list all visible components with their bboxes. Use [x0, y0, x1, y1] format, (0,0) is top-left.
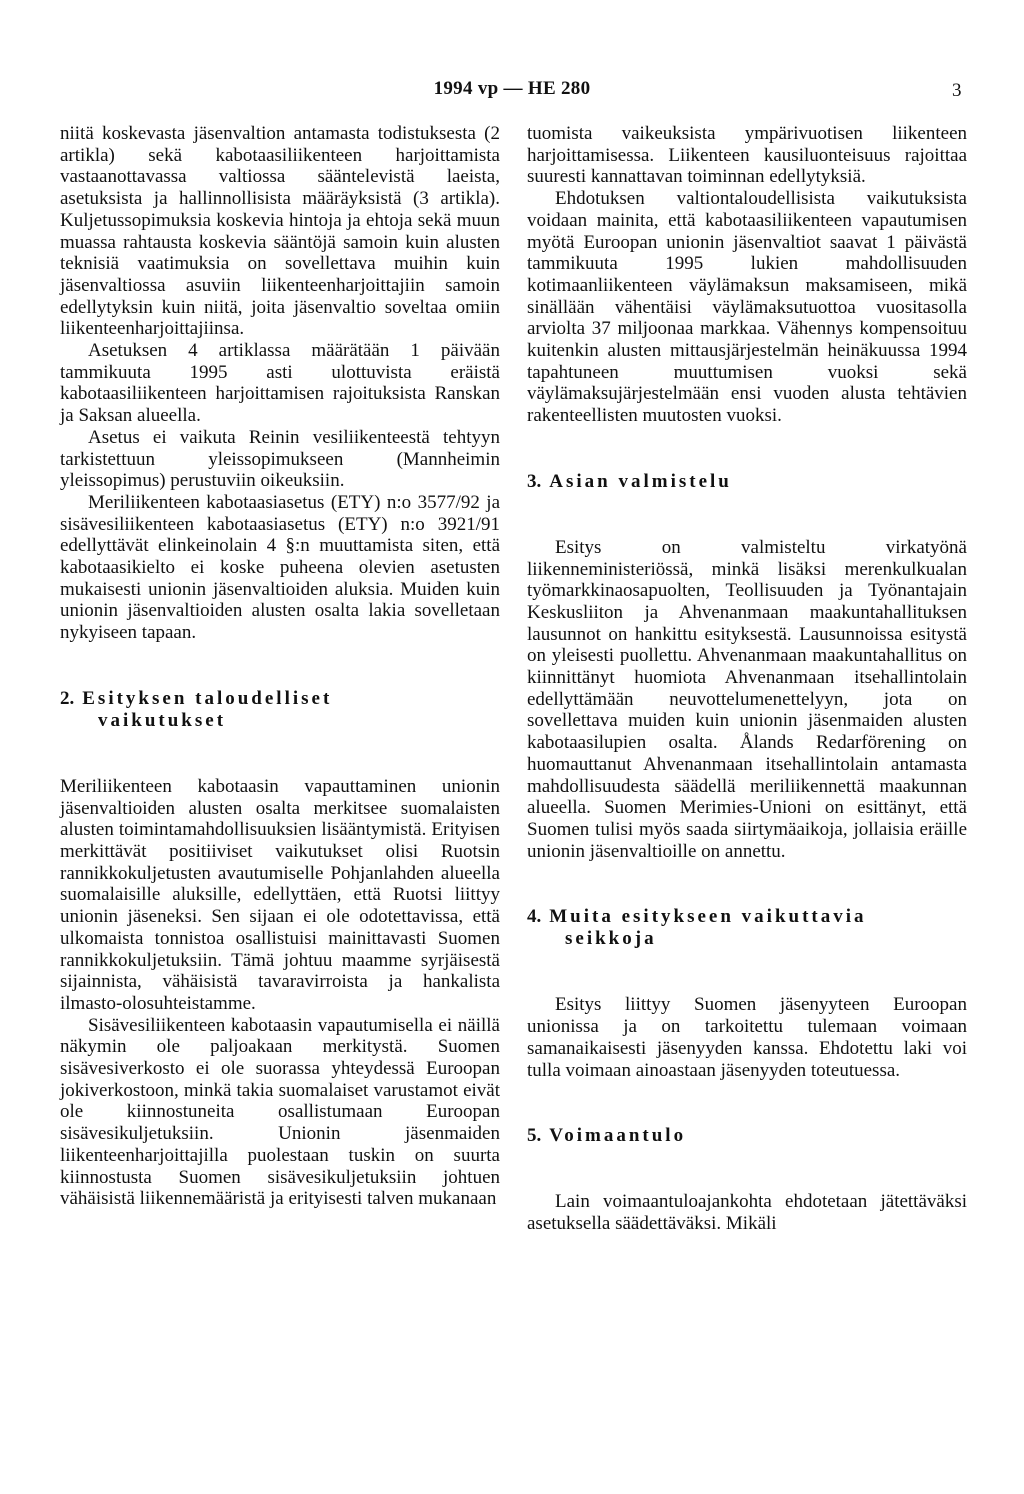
paragraph: Lain voimaantuloajankohta ehdotetaan jätettäväksi asetuksella säädettäväksi. Mikäli [527, 1191, 967, 1234]
paragraph: Esitys on valmisteltu virkatyönä liikenneministeriössä, minkä lisäksi merenkulkualan työmarkkinaosapuolten, Teollisuuden ja Työnantajain Keskusliiton ja Ahvenanmaan maakuntahallituksen lausunnot on hankittu esityksestä. Lausunnoissa esitystä on yleisesti puollettu. Ahvenanmaan maakuntahallitus on kiinnittänyt huomiota Ahvenanmaan itsehallintolain edellyttämään neuvottelumenettelyyn, jota on sovellettava muiden kuin unionin jäsenmaiden alusten kabotaasilupien osalta. Ålands Redarförening on huomauttanut Ahvenanmaan itsehallintolain antamasta mahdollisuudesta säädellä meriliikennettä maakunnan alueella. Suomen Merimies-Unioni on esittänyt, että Suomen tulisi myös saada siirtymäaikoja, jollaisia eräille unionin jäsenvaltioille on annettu. [527, 536, 967, 862]
section-title-line: seikkoja [565, 928, 657, 950]
section-title-line: Esityksen taloudelliset [82, 687, 333, 709]
paragraph: tuomista vaikeuksista ympärivuotisen liikenteen harjoittamisessa. Liikenteen kausiluonteisuus rajoittaa suuresti kannattavan toiminnan edellytyksiä. [527, 123, 967, 188]
section-number: 2. [60, 687, 75, 709]
section-heading-4 [527, 906, 967, 950]
paragraph: Sisävesiliikenteen kabotaasin vapautumisella ei näillä näkymin ole paljoakaan merkitystä. Suomen sisävesiverkosto ei ole suorassa yhteydessä Euroopan jokiverkostoon, minkä takia suomalaiset varustamot eivät ole kiinnostuneita osallistumaan Euroopan sisävesikuljetuksiin. Unionin jäsenmaiden liikenteenharjoittajilla puolestaan tuskin on suurta kiinnostusta Suomen sisävesikuljetuksiin johtuen vähäisistä liikennemääristä ja erityisesti talven mukanaan [60, 1014, 500, 1210]
paragraph: Asetus ei vaikuta Reinin vesiliikenteestä tehtyyn tarkistettuun yleissopimukseen (Mannheimin yleissopimus) perustuviin oikeuksiin. [60, 426, 500, 492]
section-number: 5. [527, 1125, 542, 1147]
section-title-line: vaikutukset [98, 709, 227, 731]
section-number: 4. [527, 906, 542, 928]
document-reference: 1994 vp — HE 280 [433, 78, 591, 99]
paragraph: Asetuksen 4 artiklassa määrätään 1 päivään tammikuuta 1995 asti ulottuvista eräistä kabotaasiliikenteen harjoittamisen rajoituksista Ranskan ja Saksan alueella. [60, 340, 500, 427]
section-heading-3 [527, 471, 967, 493]
paragraph: Ehdotuksen valtiontaloudellisista vaikutuksista voidaan mainita, että kabotaasiliikenteen vapautumisen myötä Euroopan unionin jäsenvaltiot saavat 1 päivästä tammikuuta 1995 lukien mahdollisuuden kotimaanliikenteen väylämaksun maksamiseen, mikä sinällään vähentäisi väylämaksutuottoa vuositasolla arviolta 37 miljoonaa markkaa. Vähennys kompensoituu kuitenkin alusten mittausjärjestelmän heinäkuussa 1994 tapahtuneen muuttumisen vuoksi sekä väylämaksujärjestelmään ensi vuoden alusta tehtävien rakenteellisten muutosten vuoksi. [527, 188, 967, 427]
paragraph: Esitys liittyy Suomen jäsenyyteen Euroopan unionissa ja on tarkoitettu tulemaan voimaan samanaikaisesti jäsenyyden kanssa. Ehdotettu laki voi tulla voimaan ainoastaan jäsenyyden toteutuessa. [527, 994, 967, 1081]
right-column [527, 123, 967, 1235]
section-heading-5 [527, 1125, 967, 1147]
paragraph: Meriliikenteen kabotaasin vapauttaminen unionin jäsenvaltioiden alusten osalta merkitsee suomalaisten alusten toimintamahdollisuuksien lisääntymistä. Erityisen merkittävät positiiviset vaikutukset olisi Ruotsin rannikkokuljetusten avautumiselle Pohjanlahden alueella suomalaisille aluksille, edellyttäen, että Ruotsi liittyy unionin jäseneksi. Sen sijaan ei ole odotettavissa, että ulkomaista tonnistoa osallistuisi mainittavasti Suomen rannikkokuljetuksiin. Tämä johtuu maamme syrjäisestä sijainnista, vähäisistä tavaravirroista ja hankalista ilmasto-olosuhteistamme. [60, 775, 500, 1014]
running-header [0, 78, 1024, 102]
paragraph: niitä koskevasta jäsenvaltion antamasta todistuksesta (2 artikla) sekä kabotaasiliikenteen harjoittamista vastaanottavassa valtiossa sääntelevistä laeista, asetuksista ja hallinnollisista määräyksistä (3 artikla). Kuljetussopimuksia koskevia hintoja ja ehtoja sekä muun muassa rahtausta koskevia sääntöjä samoin kuin alusten teknisiä vaatimuksia on sovellettava muihin kuin jäsenvaltiossa asuviin liikenteenharjoittajiin samoin edellytyksin kuin niitä, joita jäsenvaltio soveltaa omiin liikenteenharjoittajiinsa. [60, 123, 500, 340]
section-heading-2 [60, 688, 500, 732]
left-column [60, 123, 500, 1210]
section-title-line: Muita esitykseen vaikuttavia [549, 906, 867, 928]
section-title-line: Voimaantulo [549, 1125, 687, 1147]
section-title-line: Asian valmistelu [549, 470, 732, 492]
page-number: 3 [952, 80, 962, 101]
paragraph: Meriliikenteen kabotaasiasetus (ETY) n:o 3577/92 ja sisävesiliikenteen kabotaasiasetus (ETY) n:o 3921/91 edellyttävät elinkeinolain 4 §:n muuttamista siten, että kabotaasikielto ei koske puheena olevien asetusten mukaisesti unionin jäsenvaltioiden aluksia. Muiden kuin unionin jäsenvaltioiden alusten osalta lakia sovelletaan nykyiseen tapaan. [60, 491, 500, 644]
section-number: 3. [527, 470, 542, 492]
